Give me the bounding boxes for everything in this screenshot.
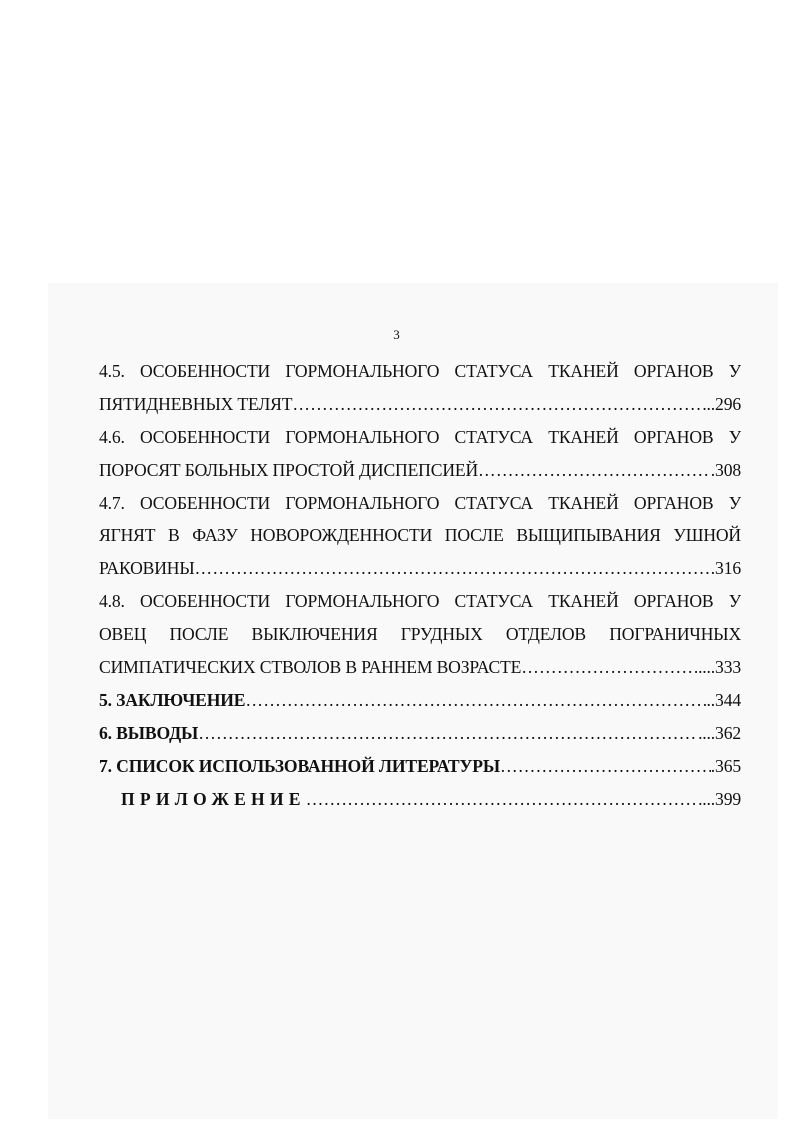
- toc-leader-dots: [195, 552, 711, 585]
- toc-leader-dots: [500, 750, 711, 783]
- toc-4-8-page: ....333: [698, 657, 741, 678]
- toc-conclusion-page: ..344: [706, 689, 741, 710]
- toc-entry-4-5[interactable]: [99, 388, 741, 421]
- toc-4-7-page: .316: [710, 558, 741, 579]
- toc-leader-dots: [245, 684, 706, 717]
- toc-leader-dots: [306, 783, 698, 816]
- toc-entry-appendix[interactable]: [99, 783, 741, 816]
- toc-leader-dots: [198, 717, 698, 750]
- toc-appendix-label: ПРИЛОЖЕНИЕ: [121, 788, 306, 809]
- toc-entry-findings[interactable]: [99, 717, 741, 750]
- toc-references-label: 7. СПИСОК ИСПОЛЬЗОВАННОЙ ЛИТЕРАТУРЫ: [99, 755, 500, 776]
- toc-leader-dots: [292, 388, 706, 421]
- toc-4-7-title-line3: РАКОВИНЫ: [99, 558, 195, 579]
- toc-4-8-title-line3: СИМПАТИЧЕСКИХ СТВОЛОВ В РАННЕМ ВОЗРАСТЕ: [99, 657, 522, 678]
- toc-entry-4-7[interactable]: [99, 552, 741, 585]
- toc-4-8-title-line2: ОВЕЦ ПОСЛЕ ВЫКЛЮЧЕНИЯ ГРУДНЫХ ОТДЕЛОВ ПОГРАНИЧНЫХ: [99, 624, 741, 645]
- toc-entry-4-8[interactable]: [99, 651, 741, 684]
- toc-4-6-title-line2: ПОРОСЯТ БОЛЬНЫХ ПРОСТОЙ ДИСПЕПСИЕЙ: [99, 459, 479, 480]
- toc-entry-references[interactable]: [99, 750, 741, 783]
- toc-4-6-title-line1: 4.6. ОСОБЕННОСТИ ГОРМОНАЛЬНОГО СТАТУСА ТКАНЕЙ ОРГАНОВ У: [99, 426, 741, 447]
- toc-findings-label: 6. ВЫВОДЫ: [99, 722, 199, 743]
- toc-conclusion-label: 5. ЗАКЛЮЧЕНИЕ: [99, 689, 246, 710]
- toc-entry-4-6[interactable]: [99, 454, 741, 487]
- toc-appendix-page: ....399: [698, 788, 741, 809]
- toc-4-5-title-line1: 4.5. ОСОБЕННОСТИ ГОРМОНАЛЬНОГО СТАТУСА ТКАНЕЙ ОРГАНОВ У: [99, 361, 741, 381]
- toc-references-page: .365: [710, 755, 741, 776]
- toc-entry-conclusion[interactable]: [99, 684, 741, 717]
- page-number: 3: [393, 327, 400, 342]
- toc-findings-page: ....362: [698, 722, 741, 743]
- toc-leader-dots: [521, 651, 698, 684]
- toc-4-7-title-line1: 4.7. ОСОБЕННОСТИ ГОРМОНАЛЬНОГО СТАТУСА ТКАНЕЙ ОРГАНОВ У: [99, 492, 741, 513]
- toc-4-5-page: ..296: [706, 393, 741, 414]
- toc-4-6-page: .308: [710, 459, 741, 480]
- table-of-contents: [99, 355, 741, 815]
- toc-4-7-title-line2: ЯГНЯТ В ФАЗУ НОВОРОЖДЕННОСТИ ПОСЛЕ ВЫЩИПЫВАНИЯ УШНОЙ: [99, 525, 741, 546]
- toc-4-5-title-line2: ПЯТИДНЕВНЫХ ТЕЛЯТ: [99, 393, 293, 414]
- toc-4-8-title-line1: 4.8. ОСОБЕННОСТИ ГОРМОНАЛЬНОГО СТАТУСА ТКАНЕЙ ОРГАНОВ У: [99, 591, 741, 612]
- toc-leader-dots: [478, 454, 711, 487]
